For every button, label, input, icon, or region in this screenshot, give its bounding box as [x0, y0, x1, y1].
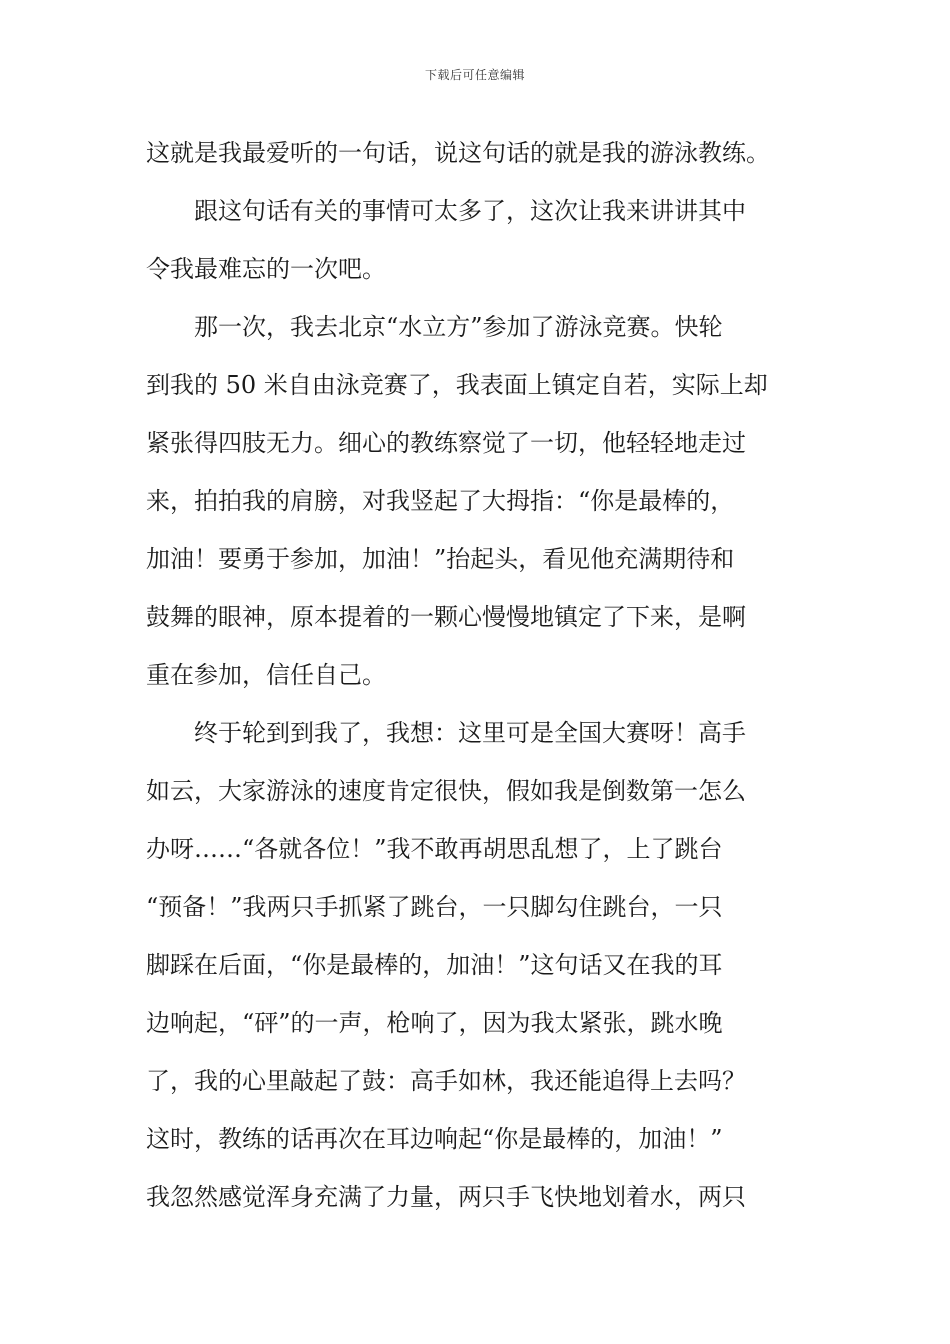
text-line: 令我最难忘的一次吧。	[146, 255, 386, 283]
text-line: 脚踩在后面，“你是最棒的，加油！”这句话又在我的耳	[146, 951, 723, 979]
text-line: 这就是我最爱听的一句话，说这句话的就是我的游泳教练。	[146, 139, 770, 167]
text-line: 我忽然感觉浑身充满了力量，两只手飞快地划着水，两只	[146, 1183, 746, 1211]
text-line: 如云，大家游泳的速度肯定很快，假如我是倒数第一怎么	[146, 777, 746, 805]
text-line: 那一次，我去北京“水立方”参加了游泳竞赛。快轮	[146, 313, 723, 341]
text-line: 终于轮到到我了，我想：这里可是全国大赛呀！高手	[146, 719, 746, 747]
page-header: 下载后可任意编辑	[424, 68, 525, 82]
text-line: “预备！”我两只手抓紧了跳台，一只脚勾住跳台，一只	[146, 893, 723, 921]
text-line: 重在参加，信任自己。	[146, 661, 386, 689]
text-line: 了，我的心里敲起了鼓：高手如林，我还能追得上去吗？	[146, 1067, 746, 1095]
text-line: 鼓舞的眼神，原本提着的一颗心慢慢地镇定了下来，是啊	[146, 603, 746, 631]
text-line: 紧张得四肢无力。细心的教练察觉了一切，他轻轻地走过	[146, 429, 746, 457]
text-line: 跟这句话有关的事情可太多了，这次让我来讲讲其中	[146, 197, 746, 225]
text-line: 加油！要勇于参加，加油！”抬起头，看见他充满期待和	[146, 545, 735, 573]
text-line: 边响起，“砰”的一声，枪响了，因为我太紧张，跳水晚	[146, 1009, 723, 1037]
text-line: 来，拍拍我的肩膀，对我竖起了大拇指：“你是最棒的，	[146, 487, 735, 515]
text-line: 这时，教练的话再次在耳边响起“你是最棒的，加油！”	[146, 1125, 723, 1153]
text-line: 办呀……“各就各位！”我不敢再胡思乱想了，上了跳台	[146, 835, 723, 863]
text-line: 到我的 50 米自由泳竞赛了，我表面上镇定自若，实际上却	[146, 371, 768, 399]
document-body	[146, 124, 810, 1226]
